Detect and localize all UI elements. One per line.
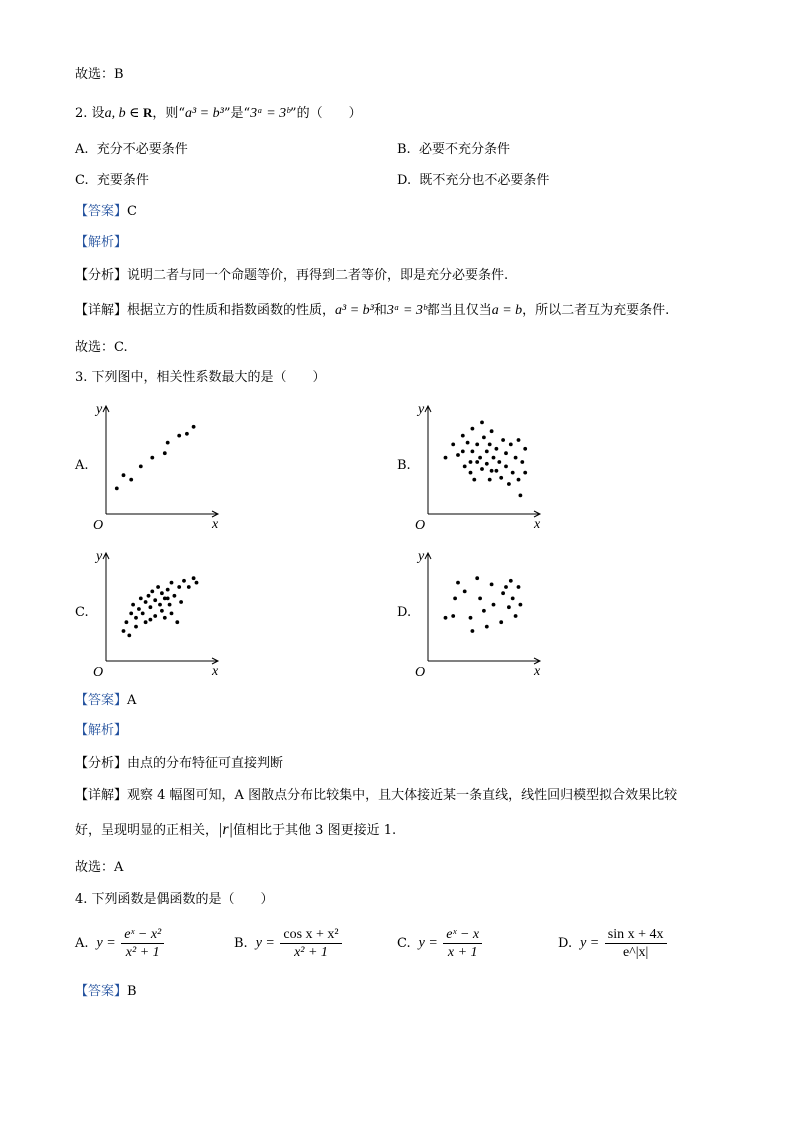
data-point (519, 603, 523, 607)
data-point (166, 441, 170, 445)
data-point (444, 616, 448, 620)
data-point (153, 598, 157, 602)
data-point (141, 612, 145, 616)
q3-answer: 【答案】A (75, 693, 137, 708)
data-point (517, 585, 521, 589)
data-point (149, 618, 153, 622)
data-point (490, 469, 494, 473)
data-point (173, 594, 177, 598)
data-point (122, 473, 126, 477)
data-point (463, 465, 467, 469)
data-point (466, 441, 470, 445)
data-point (482, 609, 486, 613)
data-point (523, 471, 527, 475)
data-point (490, 429, 494, 433)
data-point (475, 576, 479, 580)
data-point (523, 447, 527, 451)
q2-option-a: A. 充分不必要条件 (75, 142, 188, 157)
q4-option-b: B. y = $\frac{\text{cos x + x²}}{\text{x² + 1}}$ (234, 926, 344, 961)
q2-detail: 【详解】根据立方的性质和指数函数的性质，a³ = b³和3ᵃ = 3ᵇ都当且仅当a = b，所以二者互为充要条件. (75, 303, 670, 318)
data-point (514, 456, 518, 460)
data-point (179, 600, 183, 604)
data-point (115, 487, 119, 491)
data-point (492, 603, 496, 607)
data-point (134, 625, 138, 629)
data-point (485, 462, 489, 466)
data-point (509, 443, 513, 447)
q3-stem: 3. 下列图中，相关性系数最大的是（ ） (75, 370, 326, 385)
data-point (163, 616, 167, 620)
data-point (125, 620, 129, 624)
data-point (192, 425, 196, 429)
data-point (488, 478, 492, 482)
q1-answer-line: 故选：B (75, 67, 124, 82)
q2-option-d: D. 既不充分也不必要条件 (397, 173, 550, 188)
data-point (453, 597, 457, 601)
data-point (195, 581, 199, 585)
data-point (475, 460, 479, 464)
data-point (511, 471, 515, 475)
data-point (485, 450, 489, 454)
data-point (472, 478, 476, 482)
data-point (137, 607, 141, 611)
q2-answer: 【答案】C (75, 204, 137, 219)
x-axis-label: x (212, 664, 219, 679)
data-point (456, 581, 460, 585)
data-point (131, 603, 135, 607)
q3-final: 故选：A (75, 860, 124, 875)
data-point (150, 456, 154, 460)
data-point (158, 603, 162, 607)
data-point (480, 467, 484, 471)
data-point (504, 585, 508, 589)
data-point (147, 594, 151, 598)
data-point (461, 434, 465, 438)
data-point (495, 447, 499, 451)
data-point (451, 443, 455, 447)
q3-detail-1: 【详解】观察 4 幅图可知，A 图散点分布比较集中，且大体接近某一条直线，线性回归模型拟合效果比较 (75, 788, 678, 803)
data-point (187, 585, 191, 589)
scatter-plot-b (414, 396, 549, 532)
scatter-plot-d (414, 543, 549, 679)
origin-label: O (415, 518, 426, 532)
data-point (163, 451, 167, 455)
plot-b-label: B. (397, 458, 411, 473)
data-point (129, 478, 133, 482)
data-point (499, 620, 503, 624)
q4-stem: 4. 下列函数是偶函数的是（ ） (75, 892, 274, 907)
q2-option-c: C. 充要条件 (75, 173, 149, 188)
data-point (461, 450, 465, 454)
data-point (185, 432, 189, 436)
data-point (182, 579, 186, 583)
data-point (488, 443, 492, 447)
data-point (495, 469, 499, 473)
data-point (485, 625, 489, 629)
data-point (160, 591, 164, 595)
data-point (480, 421, 484, 425)
data-point (469, 460, 473, 464)
data-point (463, 590, 467, 594)
y-axis-label: y (96, 549, 103, 564)
data-point (497, 460, 501, 464)
data-point (499, 476, 503, 480)
data-point (192, 576, 196, 580)
data-point (170, 581, 174, 585)
data-point (160, 609, 164, 613)
plot-a-label: A. (75, 458, 89, 473)
data-point (444, 456, 448, 460)
data-point (519, 494, 523, 498)
q2-stem: 2. 设a, b ∈ R，则“a³ = b³”是“3ᵃ = 3ᵇ”的（ ） (75, 105, 362, 121)
q3-fenxi: 【分析】由点的分布特征可直接判断 (75, 756, 284, 771)
data-point (129, 612, 133, 616)
data-point (490, 583, 494, 587)
x-axis-label: x (534, 664, 541, 679)
data-point (520, 460, 524, 464)
data-point (475, 443, 479, 447)
y-axis-label: y (418, 549, 425, 564)
data-point (149, 605, 153, 609)
q3-analysis-tag: 【解析】 (75, 723, 128, 738)
data-point (177, 585, 181, 589)
data-point (166, 597, 170, 601)
data-point (507, 605, 511, 609)
data-point (469, 616, 473, 620)
data-point (122, 629, 126, 633)
q2-final: 故选：C. (75, 340, 128, 355)
scatter-plot-a (92, 396, 227, 532)
q4-answer: 【答案】B (75, 984, 137, 999)
data-point (471, 427, 475, 431)
data-point (170, 612, 174, 616)
data-point (507, 482, 511, 486)
y-axis-label: y (418, 402, 425, 417)
origin-label: O (93, 665, 104, 679)
data-point (150, 590, 154, 594)
q4-option-c: C. y = $\frac{\text{eˣ − x}}{x + 1}$ (397, 926, 484, 961)
x-axis-label: x (534, 517, 541, 532)
data-point (471, 450, 475, 454)
origin-label: O (415, 665, 426, 679)
data-point (139, 465, 143, 469)
data-point (144, 620, 148, 624)
data-point (509, 579, 513, 583)
q2-fenxi: 【分析】说明二者与同一个命题等价，再得到二者等价，即是充分必要条件. (75, 268, 509, 283)
data-point (514, 614, 518, 618)
data-point (511, 597, 515, 601)
data-point (471, 629, 475, 633)
data-point (504, 451, 508, 455)
q4-option-a: A. y = $\frac{\text{eˣ − x²}}{\text{x² + 1}}$ (75, 926, 166, 961)
q2-analysis-tag: 【解析】 (75, 235, 128, 250)
data-point (456, 453, 460, 457)
data-point (177, 434, 181, 438)
plot-c-label: C. (75, 605, 89, 620)
data-point (517, 438, 521, 442)
data-point (504, 465, 508, 469)
data-point (144, 600, 148, 604)
plot-d-label: D. (397, 605, 412, 620)
q2-option-b: B. 必要不充分条件 (397, 142, 510, 157)
data-point (127, 634, 131, 638)
origin-label: O (93, 518, 104, 532)
data-point (166, 588, 170, 592)
q3-detail-2: 好，呈现明显的正相关，|r|值相比于其他 3 图更接近 1. (75, 821, 397, 838)
data-point (175, 620, 179, 624)
data-point (501, 438, 505, 442)
data-point (478, 456, 482, 460)
data-point (478, 597, 482, 601)
q4-option-d: D. y = $\frac{\text{sin x + 4x}}{e\^{}|x|}$ (558, 926, 669, 961)
data-point (451, 614, 455, 618)
data-point (153, 614, 157, 618)
x-axis-label: x (212, 517, 219, 532)
y-axis-label: y (96, 402, 103, 417)
data-point (517, 478, 521, 482)
data-point (501, 591, 505, 595)
data-point (156, 585, 160, 589)
data-point (134, 616, 138, 620)
data-point (492, 456, 496, 460)
data-point (139, 597, 143, 601)
scatter-plot-c (92, 543, 227, 679)
data-point (168, 603, 172, 607)
data-point (482, 436, 486, 440)
data-point (469, 471, 473, 475)
